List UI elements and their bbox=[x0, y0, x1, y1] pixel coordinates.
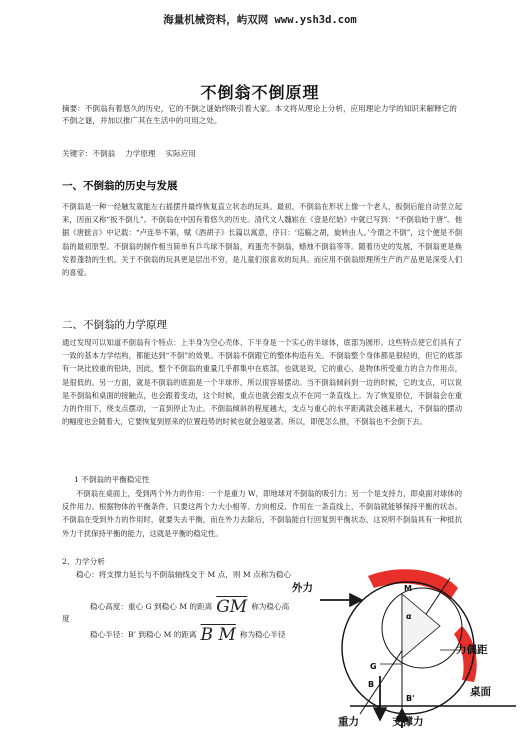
label-g: G bbox=[370, 662, 377, 671]
metacentric-height-suffix: 称为稳心高度 bbox=[62, 602, 290, 623]
section-heading-history: 一、不倒翁的历史与发展 bbox=[62, 180, 178, 192]
metacentric-radius-suffix: 称为稳心半径 bbox=[239, 630, 286, 639]
metacentric-radius-text: 稳心半径：B’ 到稳心 M 的距离 bbox=[90, 630, 197, 639]
label-couple-arm: 力偶距 bbox=[456, 644, 488, 656]
label-bprime: B' bbox=[406, 694, 415, 703]
label-b: B bbox=[368, 680, 375, 689]
page-title: 不倒翁不倒原理 bbox=[200, 83, 320, 102]
history-paragraph: 不倒翁是一种一经触发就能左右摇摆并最终恢复直立状态的玩具。最初，不倒翁在形状上像一个老人，扳倒后能自动竖立起来，因而又称“扳不倒儿”。不倒翁在中国有着悠久的历史。清代文人魏崧在《壹是纪始》中就已写到：“不倒翁始于唐”。他据《唐摭言》中记载：“卢连举不第，赋《酒胡子》长篇以寓意，序曰：‘巡觞之胡，旋转由人。’今谓之不倒”，这个便是不倒翁的最初原型。不倒翁的制作相当简单有乒乓球不倒翁，鸡蛋壳不倒翁，蜡烛不倒翁等等。随着历史的发展，不倒翁更是焕发着蓬勃的生机。关于不倒翁的玩具更是层出不穷，是儿童们很喜欢的玩具。而应用不倒翁原理所生产的产品更是深受人们的喜爱。 bbox=[62, 202, 462, 278]
formula-gm: $\overline{GM}$ bbox=[216, 597, 248, 617]
label-external-force: 外力 bbox=[292, 582, 313, 594]
keyword-item: 实际应用 bbox=[165, 149, 196, 158]
subheading-stability: 1 不倒翁的平衡稳定性 bbox=[74, 475, 150, 484]
label-alpha: α bbox=[406, 612, 412, 621]
keyword-item: 力学原理 bbox=[125, 149, 156, 158]
subheading-analysis: 2、力学分析 bbox=[62, 557, 105, 566]
metacentric-height bbox=[62, 597, 294, 625]
keywords bbox=[62, 148, 462, 160]
label-support: 支撑力 bbox=[392, 716, 424, 728]
keywords-label: 关键字： bbox=[62, 149, 93, 158]
formula-bm: B M bbox=[200, 625, 236, 645]
abstract: 摘要：不倒翁有着悠久的历史，它的不倒之谜始终吸引着大家。本文将从理论上分析，应用理论力学的知识来解释它的不倒之谜，并加以推广其在生活中的可用之处。 bbox=[62, 104, 457, 125]
label-table: 桌面 bbox=[470, 686, 491, 698]
label-gravity: 重力 bbox=[338, 716, 359, 728]
metacenter-definition: 稳心：将支撑力延长与不倒翁轴线交于 M 点，则 M 点称为稳心 bbox=[76, 570, 292, 579]
metacentric-height-text: 稳心高度：重心 G 到稳心 M 的距离 bbox=[90, 602, 213, 611]
mechanics-paragraph: 通过发现可以知道不倒翁有个特点：上半身为空心壳体、下半身是一个实心的半球体，底部为圆形。这些特点使它们具有了一致的基本力学结构，都能达到“不倒”的效果。不倒翁不倒跟它的整体构造有关。不倒翁整个身体都是很轻的，但它的底部有一块比较重的铅块，因此，整个不倒翁的重量几乎都集中在底部，也就是说，它的重心，是物体所受重力的合力作用点，是很低的。另一方面，就是不倒翁的底面是一个半球形，所以很容易摆动。当不倒翁倾斜到一边的时候，它的支点，可以说是不倒翁和桌面的接触点，也会跟着变动，这个时候，重点也就会跟支点不在同一条直线上。为了恢复原位，不倒翁会在重力的作用下，绕支点摆动，一直到停止为止。不倒翁倾斜的程度越大，支点与重心的水平距离就会越来越大，不倒翁的摆动的幅度也会随着大，它要恢复到原来的位置趋势的时候也就会越显著。所以，即使怎么推，不倒翁也不会倒下去。 bbox=[62, 338, 462, 427]
watermark-header: 海量机械资料，屿双网 www.ysh3d.com bbox=[163, 14, 357, 26]
tumbler-force-diagram bbox=[290, 566, 516, 732]
section-heading-mechanics: 二、不倒翁的力学原理 bbox=[62, 319, 167, 331]
stability-paragraph: 不倒翁在桌面上，受到两个外力的作用：一个是重力 W，即地球对不倒翁的吸引力；另一个是支持力，即桌面对球体的反作用力。根据物体的平衡条件，只要这两个力大小相等、方向相反、作用在一条直线上，不倒翁就能够保持平衡的状态。不倒翁在受到外力的作用时，就要失去平衡，而在外力去除后，不倒翁能自行回复到平衡状态，这说明不倒翁具有一种抵抗外力干扰保持平衡的能力，这就是平衡的稳定性。 bbox=[62, 489, 462, 538]
keyword-item: 不倒翁 bbox=[92, 149, 116, 158]
metacentric-radius bbox=[62, 625, 294, 645]
label-m: M bbox=[404, 584, 412, 593]
